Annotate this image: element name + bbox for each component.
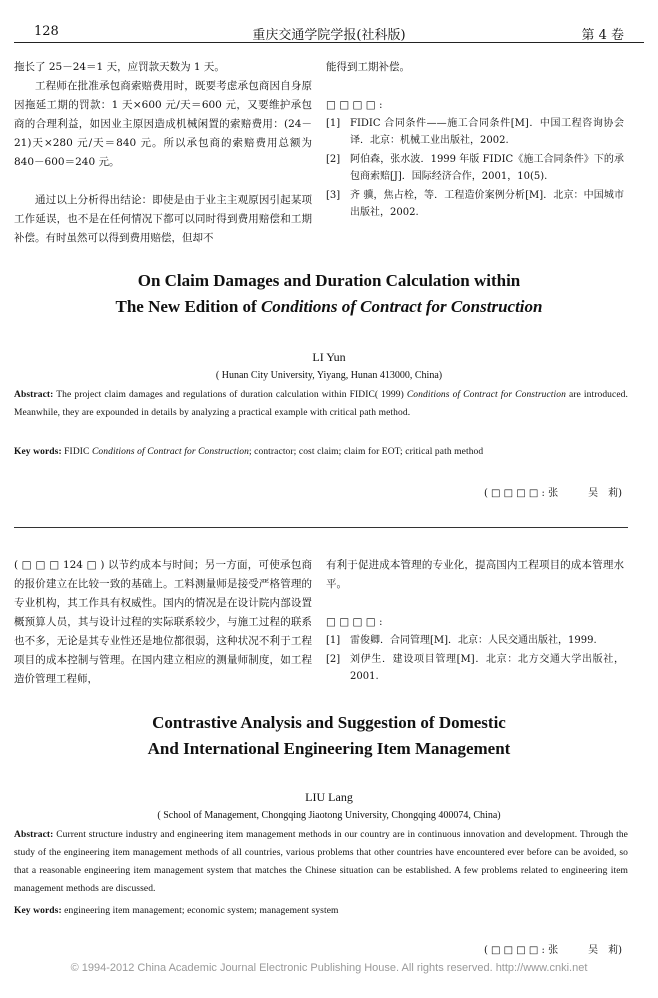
article1-editor: ( □ □ □ □ : 张 吴 莉) <box>483 488 622 499</box>
body-paragraph: 工程师在批准承包商索赔费用时，既要考虑承包商因自身原因拖延工期的罚款：1 天×600 元/天＝600 元，又要维护承包商的合理利益，如因业主原因造成机械闲置的索赔费用：(24－21)天×280 元/天＝840 元。所以承包商的索赔费用总额为 840－600＝240 元。 <box>14 80 312 168</box>
reference-item: [2] 阿伯森，张水波．1999 年版 FIDIC《施工合同条件》下的承包商索赔[J]．国际经济合作，2001，10(5). <box>326 154 624 182</box>
article1-keywords: Key words: FIDIC Conditions of Contract for Construction; contractor; cost claim; claim for EOT; critical path method <box>14 447 484 457</box>
body-paragraph: 有利于促进成本管理的专业化，提高国内工程项目的成本管理水平。 <box>326 559 624 590</box>
article2-english-title: Contrastive Analysis and Suggestion of Domestic And International Engineering Item Management <box>147 713 511 758</box>
article2-author: LIU Lang <box>305 790 353 804</box>
article1-author: LI Yun <box>312 350 346 364</box>
article2-editor: ( □ □ □ □ : 张 吴 莉) <box>483 945 622 956</box>
reference-item: [2] 刘伊生．建设项目管理[M]．北京：北方交通大学出版社，2001. <box>326 654 624 682</box>
article1-english-title: On Claim Damages and Duration Calculation within The New Edition of Conditions of Contract for Construction <box>115 271 543 316</box>
running-header <box>14 20 644 43</box>
reference-item: [1] 雷俊卿．合同管理[M]．北京：人民交通出版社，1999. <box>326 635 597 646</box>
copyright-watermark: © 1994-2012 China Academic Journal Electronic Publishing House. All rights reserved. http://www.cnki.net <box>70 962 588 974</box>
page-number: 128 <box>34 24 59 39</box>
article1-abstract: Abstract: The project claim damages and regulations of duration calculation within FIDIC( 1999) Conditions of Contract for Construction are introduced. Meanwhile, they are expounded in details by analyzing a practical example with critical path method. <box>14 390 628 418</box>
article1-right-column <box>326 58 624 223</box>
article2-keywords: Key words: engineering item management; economic system; management system <box>14 906 339 916</box>
reference-item: [3] 齐 骥，焦占栓，等．工程造价案例分析[M]．北京：中国城市出版社，2002. <box>326 190 624 218</box>
article1-left-column <box>14 58 312 248</box>
article1-affiliation: ( Hunan City University, Yiyang, Hunan 413000, China) <box>215 370 443 381</box>
body-paragraph: ( □ □ □ 124 □ ) 以节约成本与时间；另一方面，可使承包商的报价建立在比较一致的基础上。工料测量师是接受严格管理的专业机构，其工作具有权威性。国内的情况是在设计院内部设置概预算人员，其与设计过程的实际联系较少，与施工过程的联系也不多，无论是其专业性还是地位都很弱，这种状况不利于工程项目的成本控制与管理。在国内建立相应的测量师制度，如工程造价管理工程师， <box>14 559 312 685</box>
body-paragraph: 能得到工期补偿。 <box>326 61 410 73</box>
article2-affiliation: ( School of Management, Chongqing Jiaotong University, Chongqing 400074, China) <box>157 810 501 821</box>
reference-item: [1] FIDIC 合同条件——施工合同条件[M]．中国工程咨询协会译．北京：机械工业出版社，2002. <box>326 118 624 146</box>
references-heading: □ □ □ □ : <box>326 616 383 628</box>
references-heading: □ □ □ □ : <box>326 99 383 111</box>
body-paragraph: 通过以上分析得出结论：即使是由于业主主观原因引起某项工作延误，也不是在任何情况下都可以同时得到费用赔偿和工期补偿。有时虽然可以得到费用赔偿，但却不 <box>14 194 312 244</box>
journal-title: 重庆交通学院学报(社科版) <box>252 28 406 43</box>
volume-label: 第 4 卷 <box>581 28 624 43</box>
article2-left-column <box>14 556 312 689</box>
body-paragraph: 拖长了 25－24＝1 天，应罚款天数为 1 天。 <box>14 61 225 73</box>
article2-right-column <box>326 556 624 687</box>
section-divider <box>14 527 628 528</box>
article2-abstract: Abstract: Current structure industry and engineering item management methods in our country are in continuous innovation and development. Through the study of the engineering item management methods of all countries, various problems that other countries have encountered ever before can be avoided, so that a reasonable engineering item management system that matches the Chinese situation can be established. A few problems related to engineering item management methods are discussed. <box>14 830 628 894</box>
